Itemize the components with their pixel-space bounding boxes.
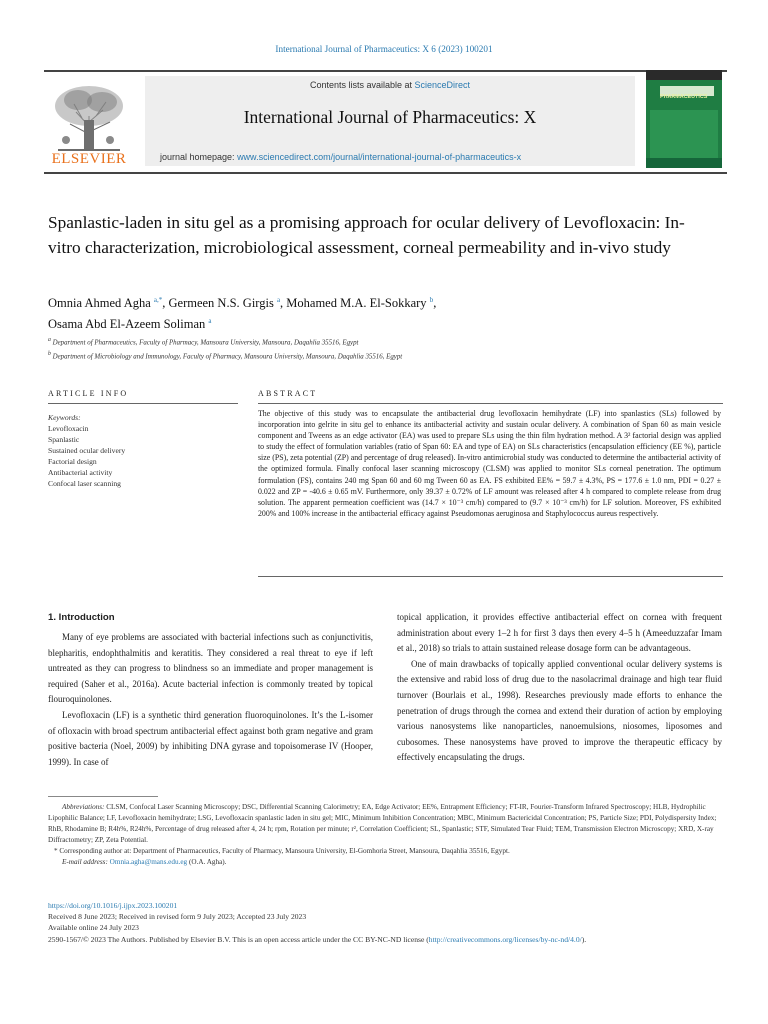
- abstract-bottom-rule: [258, 576, 723, 577]
- body-paragraph: topical application, it provides effective antibacterial effect on cornea with frequent administration about every 1–2 h for first 3 days then every 4–5 h (Ameeduzzafar Imam et al., 2018) so trials to attain sustained release dosage form can be advantageous.: [397, 612, 722, 654]
- email-footnote: [48, 857, 723, 868]
- author-name[interactable]: Omnia Ahmed Agha: [48, 296, 151, 311]
- abstract-text: The objective of this study was to encapsulate the antibacterial drug levofloxacin hemihydrate (LF) into spanlastics (SLs) followed by incorporation into gelrite in situ gel to enhance its antibacterial activity and sustain ocular delivery. A combination of Span 60 as main vesicle component and Tweens as an edge activator (EA) was used to prepare SLs using the thin film hydration method. A 3² factorial design was applied to study the effect of formulation variables (ratio of Span 60: EA and type of EA) on SLs characteristics (encapsulation efficiency (EE %), particle size (PS), zeta potential (ZP) and percentage of drug released). In-vitro antimicrobial study was conducted to determine the antibacterial activity of the optimized formula. Finally confocal laser scanning microscopy (CLSM) was applied to monitor SLs corneal penetration. The optimum formulation (FS), contains 240 mg Span 60 and 60 mg Tween 60 as EA. FS exhibited EE% = 59.7 ± 4.3%, PS = 177.6 ± 1.0 nm, PDI = 0.27 ± 0.022 and ZP = -40.6 ± 0.65 mV. Furthermore, only 39.37 ± 0.72% of LF amount was released after 4 h compared to complete release from drug solution. The apparent permeation coefficient was (14.7 × 10⁻³ cm/h) compared to (9.7 × 10⁻³ cm/h) for LF solution. Moreover, FS exhibited 200% and 100% increase in the antibacterial efficacy against Pseudomonas aeruginosa and Staphylococcus aureus respectively.: [258, 409, 721, 518]
- author-name[interactable]: Germeen N.S. Girgis: [168, 296, 274, 311]
- article-info-heading: ARTICLE INFO: [48, 389, 129, 398]
- footnote-rule: [48, 796, 158, 797]
- affiliation-line: [48, 349, 708, 363]
- doi-link[interactable]: https://doi.org/10.1016/j.ijpx.2023.100201: [48, 901, 178, 910]
- journal-cover-thumbnail[interactable]: [646, 70, 722, 168]
- affiliations: [48, 335, 708, 363]
- author-name[interactable]: Mohamed M.A. El-Sokkary: [286, 296, 427, 311]
- cover-title: PHARMACEUTICS: [660, 94, 708, 100]
- received-dates: Received 8 June 2023; Received in revised form 9 July 2023; Accepted 23 July 2023: [48, 912, 307, 922]
- author-affiliation-marker[interactable]: a,*: [153, 296, 163, 304]
- body-column-left: [48, 630, 373, 770]
- keyword: Sustained ocular delivery: [48, 446, 126, 455]
- author-list: Omnia Ahmed Agha $^{a,*}$, Germeen N.S. Girgis $^a$, Mohamed M.A. El-Sokkary $^b$, Osama Abd El-Azeem Soliman $^a$: [48, 296, 437, 332]
- journal-homepage-link[interactable]: www.sciencedirect.com/journal/international-journal-of-pharmaceutics-x: [237, 152, 522, 162]
- corresponding-author-footnote: * Corresponding author at: Department of Pharmaceutics, Faculty of Pharmacy, Mansoura University, El-Gomhoria Street, Mansoura, Daqahlia 35516, Egypt.: [54, 847, 510, 856]
- author-affiliation-marker[interactable]: a: [208, 317, 212, 326]
- contents-line: [145, 80, 635, 90]
- keywords-label: Keywords:: [48, 413, 81, 422]
- sciencedirect-link[interactable]: ScienceDirect: [414, 80, 471, 90]
- running-head[interactable]: International Journal of Pharmaceutics: X 6 (2023) 100201: [275, 44, 493, 54]
- journal-title: International Journal of Pharmaceutics: X: [243, 107, 537, 127]
- author-affiliation-marker[interactable]: b: [429, 296, 434, 304]
- keyword: Spanlastic: [48, 435, 80, 444]
- article-info-rule: [48, 403, 238, 404]
- license-suffix: ).: [581, 934, 587, 944]
- footnotes: [48, 802, 723, 869]
- article-metadata: [48, 900, 723, 945]
- abstract-rule: [258, 403, 723, 404]
- elsevier-wordmark[interactable]: ELSEVIER: [51, 151, 127, 167]
- abbreviations-label: Abbreviations:: [62, 803, 105, 811]
- affiliation-line: [48, 335, 708, 349]
- abbreviations-text: CLSM, Confocal Laser Scanning Microscopy; DSC, Differential Scanning Calorimetry; EA, Edge Activator; EE%, Entrapment Efficiency; FT-IR, Fourier-Transform Infrared Spectroscopy; HLB, Hydrophilic Lipophilic Balance; LF, Levofloxacin hemihydrate; LSG, Levofloxacin spanlastic laden in situ gel; MIC, Minimum Inhibition Concentration; MBC, Minimum Bactericidal Concentration; PS, Particle Size; PDI, Polydispersity Index; RhB, Rhodamine B; R4h%, R24h%, Percentage of drug released after 4, 24 h; rpm, Rotation per minute; r², Correlation Coefficient; SL, Spanlastic; STF, Simulated Tear Fluid; TEM, Transmission Electron Microscopy; XRD, X-ray Diffractometry; ZP, Zeta Potential.: [48, 803, 717, 845]
- body-paragraph: Levofloxacin (LF) is a synthetic third generation fluoroquinolones. It’s the L-isomer of ofloxacin with broad spectrum antibacterial effect against both gram negative and gram positive bacteria (Noel, 2009) by inhibiting DNA gyrase and topoisomerase IV (Hooper, 1999). In case of: [48, 709, 373, 767]
- keywords-block: [48, 412, 238, 489]
- journal-homepage-line: [160, 152, 635, 162]
- section-heading-introduction: 1. Introduction: [48, 612, 115, 623]
- abstract-heading: ABSTRACT: [258, 389, 318, 398]
- license-prefix: 2590-1567/© 2023 The Authors. Published by Elsevier B.V. This is an open access article under the CC BY-NC-ND license (: [48, 934, 429, 944]
- author-affiliation-marker[interactable]: a: [276, 296, 281, 304]
- keyword: Factorial design: [48, 457, 97, 466]
- contents-prefix: Contents lists available at: [309, 80, 415, 90]
- article-title: Spanlastic-laden in situ gel as a promising approach for ocular delivery of Levofloxacin: In-vitro characterization, microbiological assessment, corneal permeability and in-vivo study: [48, 213, 685, 257]
- affiliation-marker: b: [48, 350, 51, 357]
- license-line: [48, 934, 723, 945]
- homepage-prefix: journal homepage:: [160, 152, 238, 162]
- keyword: Antibacterial activity: [48, 468, 113, 477]
- email-suffix: (O.A. Agha).: [188, 858, 227, 867]
- available-online: Available online 24 July 2023: [48, 923, 139, 933]
- keyword: Confocal laser scanning: [48, 479, 121, 488]
- affiliation-text: Department of Microbiology and Immunology, Faculty of Pharmacy, Mansoura University, Mansoura, Daqahlia 35516, Egypt: [52, 353, 403, 361]
- email-link[interactable]: Omnia.agha@mans.edu.eg: [109, 858, 188, 867]
- abbreviations-footnote: [48, 802, 723, 846]
- author-name[interactable]: Osama Abd El-Azeem Soliman: [48, 317, 206, 332]
- keyword: Levofloxacin: [48, 424, 89, 433]
- license-link[interactable]: http://creativecommons.org/licenses/by-nc-nd/4.0/: [428, 934, 582, 944]
- affiliation-marker: a: [48, 337, 51, 343]
- email-label: E-mail address:: [62, 858, 108, 867]
- affiliation-text: Department of Pharmaceutics, Faculty of Pharmacy, Mansoura University, Mansoura, Daqahlia 35516, Egypt: [52, 339, 359, 347]
- body-paragraph: Many of eye problems are associated with bacterial infections such as conjunctivitis, blepharitis, endophthalmitis and keratitis. They considered a real threat to eye if left untreated as they can progress to blindness so an immediate and proper management is required (Saher et al., 2016a). Acute bacterial infection is commonly treated by topical flouroquinolones.: [48, 632, 373, 705]
- body-column-right: [397, 610, 722, 766]
- body-paragraph: One of main drawbacks of topically applied conventional ocular delivery systems is the extensive and rabid loss of drug due to the nasolacrimal drainage and high tear fluid turnover (Bourlais et al., 1998). Researches previously made efforts to enhance the penetration of drugs through the cornea and extend their duration of action by employing various nanosystems like nanoparticles, nanoemulsions, niosomes, liposomes and cubosomes. These nanosystems have proved to improve the therapeutic efficacy by effectively encapsulating the drugs.: [397, 658, 722, 763]
